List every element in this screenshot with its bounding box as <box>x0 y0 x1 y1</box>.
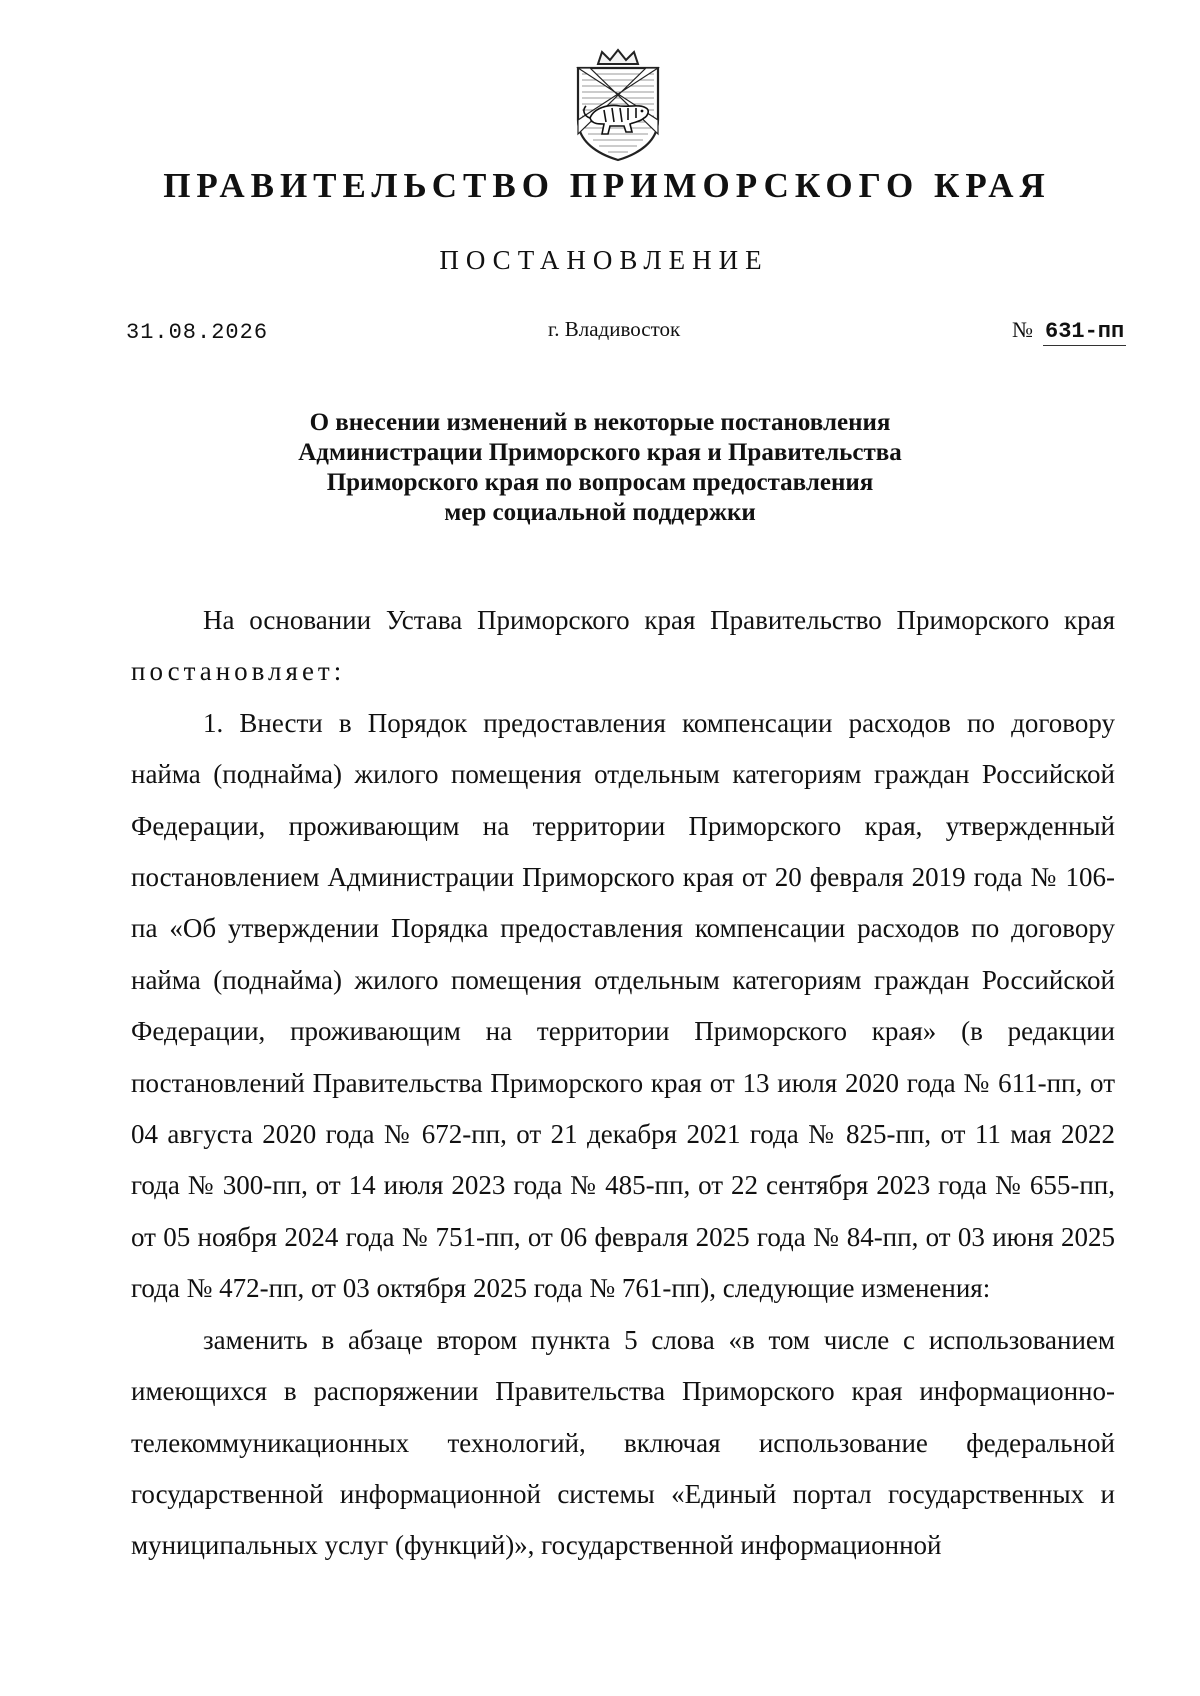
body-paragraph <box>131 595 1115 698</box>
document-number <box>1012 317 1126 346</box>
document-body <box>131 595 1115 1572</box>
subject-line: Администрации Приморского края и Правительства <box>298 439 902 466</box>
subject-line: Приморского края по вопросам предоставления <box>326 469 874 496</box>
document-type-heading: ПОСТАНОВЛЕНИЕ <box>439 245 769 275</box>
crown-icon <box>598 50 638 64</box>
resolution-keyword: постановляет: <box>131 656 346 687</box>
body-paragraph: заменить в абзаце втором пункта 5 слова «в том числе с использованием имеющихся в распоряжении Правительства Приморского края информационно-телекоммуникационных технологий, включая использование федеральной государственной информационной системы «Единый портал государственных и муниципальных услуг (функций)», государственной информационной <box>131 1324 1115 1561</box>
paragraph-text: На основании Устава Приморского края Правительство Приморского края <box>203 605 1115 635</box>
body-paragraph: 1. Внести в Порядок предоставления компенсации расходов по договору найма (поднайма) жилого помещения отдельным категориям граждан Российской Федерации, проживающим на территории Приморского края, утвержденный постановлением Администрации Приморского края от 20 февраля 2019 года № 106-па «Об утверждении Порядка предоставления компенсации расходов по договору найма (поднайма) жилого помещения отдельным категориям граждан Российской Федерации, проживающим на территории Приморского края» (в редакции постановлений Правительства Приморского края от 13 июля 2020 года № 611-пп, от 04 августа 2020 года № 672-пп, от 21 декабря 2021 года № 825-пп, от 11 мая 2022 года № 300-пп, от 14 июля 2023 года № 485-пп, от 22 сентября 2023 года № 655-пп, от 05 ноября 2024 года № 751-пп, от 06 февраля 2025 года № 84-пп, от 03 июня 2025 года № 472-пп, от 03 октября 2025 года № 761-пп), следующие изменения: <box>131 707 1115 1304</box>
number-value: 631-пп <box>1045 319 1125 344</box>
document-subject <box>230 408 970 528</box>
coat-of-arms-emblem <box>568 48 668 162</box>
subject-line: мер социальной поддержки <box>444 499 756 526</box>
organization-title: ПРАВИТЕЛЬСТВО ПРИМОРСКОГО КРАЯ <box>163 166 1051 205</box>
document-date: 31.08.2026 <box>126 320 269 345</box>
document-city: г. Владивосток <box>548 317 681 341</box>
number-sign: № <box>1012 317 1033 342</box>
subject-line: О внесении изменений в некоторые постановления <box>309 409 891 436</box>
